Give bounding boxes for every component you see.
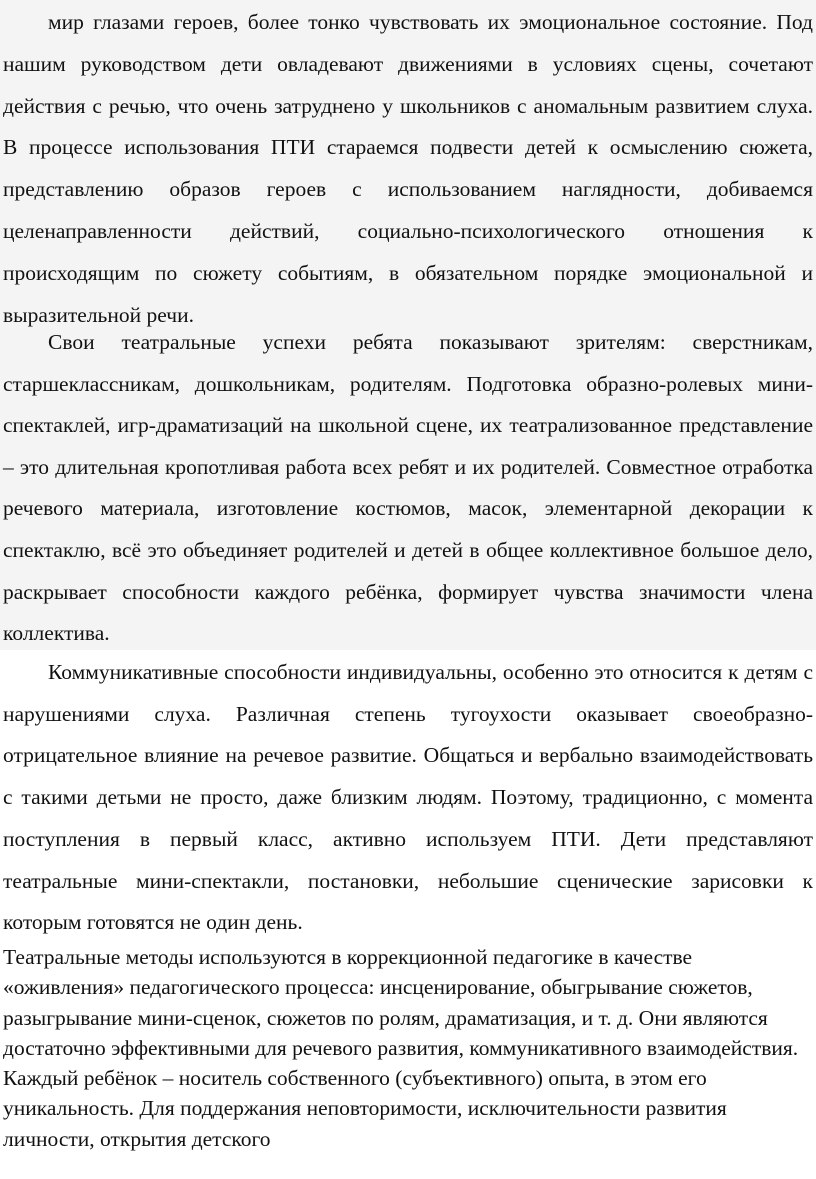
paragraph-1: мир глазами героев, более тонко чувствовать их эмоциональное состояние. Под нашим руководством дети овладевают движениями в условиях сцены, сочетают действия с речью, что очень затруднено у школьников с аномальным развитием слуха. В процессе использования ПТИ стараемся подвести детей к осмыслению сюжета, представлению образов героев с использованием наглядности, добиваемся целенаправленности действий, социально-психологического отношения к происходящим по сюжету событиям, в обязательном порядке эмоциональной и выразительной речи. (3, 10, 813, 327)
paragraph-2: Свои театральные успехи ребята показывают зрителям: сверстникам, старшеклассникам, дошкольникам, родителям. Подготовка образно-ролевых мини-спектаклей, игр-драматизаций на школьной сцене, их театрализованное представление – это длительная кропотливая работа всех ребят и их родителей. Совместное отработка речевого материала, изготовление костюмов, масок, элементарной декорации к спектаклю, всё это объединяет родителей и детей в общее коллективное большое дело, раскрывает способности каждого ребёнка, формирует чувства значимости члена коллектива. (3, 330, 813, 646)
paragraph-3: Коммуникативные способности индивидуальны, особенно это относится к детям с нарушениями слуха. Различная степень тугоухости оказывает своеобразно-отрицательное влияние на речевое развитие. Общаться и вербально взаимодействовать с такими детьми не просто, даже близким людям. Поэтому, традиционно, с момента поступления в первый класс, активно используем ПТИ. Дети представляют театральные мини-спектакли, постановки, небольшие сценические зарисовки к которым готовятся не один день. (3, 660, 813, 935)
paragraph-4: Театральные методы используются в коррекционной педагогике в качестве «оживления» педагогического процесса: инсценирование, обыгрывание сюжетов, разыгрывание мини-сценок, сюжетов по ролям, драматизация, и т. д. Они являются достаточно эффективными для речевого развития, коммуникативного взаимодействия. Каждый ребёнок – носитель собственного (субъективного) опыта, в этом его уникальность. Для поддержания неповторимости, исключительности развития личности, открытия детского (3, 945, 799, 1151)
